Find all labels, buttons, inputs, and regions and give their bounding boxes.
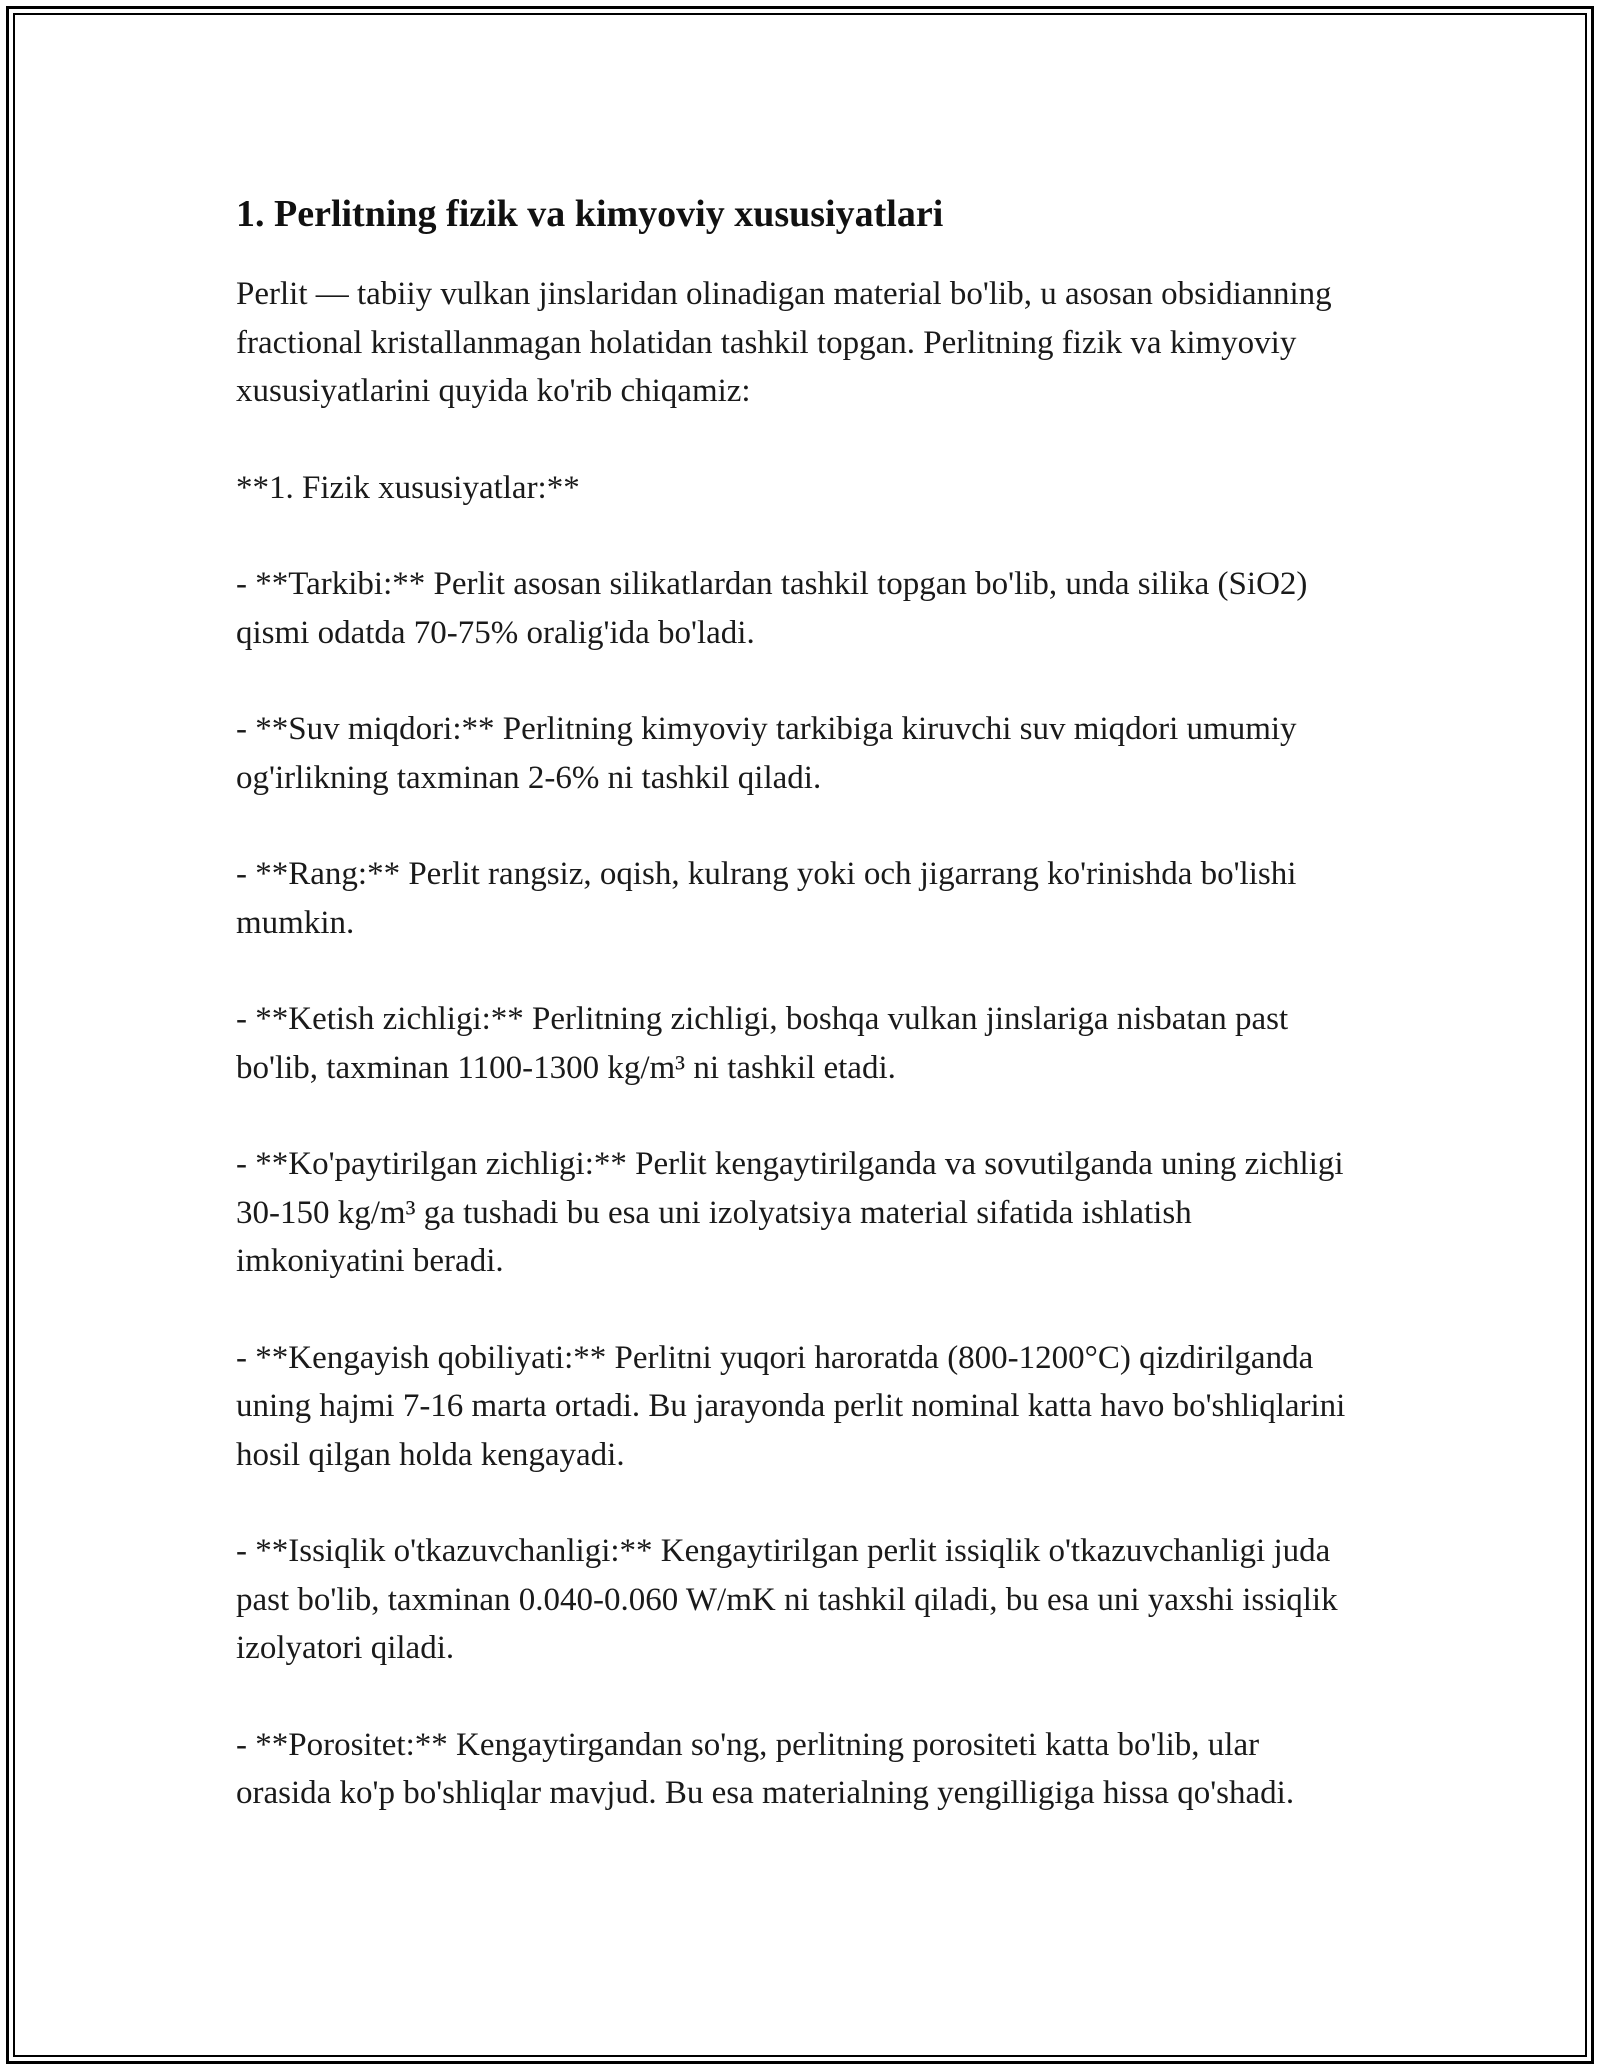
list-item-porosity: - **Porositet:** Kengaytirgandan so'ng, perlitning porositeti katta bo'lib, ular orasida ko'p bo'shliqlar mavjud. Bu esa materialning yengilligiga hissa qo'shadi. — [236, 1726, 1295, 1811]
list-item-thermal-conductivity: - **Issiqlik o'tkazuvchanligi:** Kengaytirilgan perlit issiqlik o'tkazuvchanligi juda past bo'lib, taxminan 0.040-0.060 W/mK ni tashkil qiladi, bu esa uni yaxshi issiqlik izolyatori qiladi. — [236, 1533, 1338, 1666]
document-body — [236, 188, 1356, 1866]
section-heading: 1. Perlitning fizik va kimyoviy xususiyatlari — [236, 193, 944, 235]
list-item-expanded-density: - **Ko'paytirilgan zichligi:** Perlit kengaytirilganda va sovutilganda uning zichligi 30-150 kg/m³ ga tushadi bu esa uni izolyatsiya material sifatida ishlatish imkoniyatini beradi. — [236, 1146, 1344, 1279]
list-item-expansion-capacity: - **Kengayish qobiliyati:** Perlitni yuqori haroratda (800-1200°C) qizdirilganda uning hajmi 7-16 marta ortadi. Bu jarayonda perlit nominal katta havo bo'shliqlarini hosil qilgan holda kengayadi. — [236, 1339, 1346, 1473]
list-item-water-content: - **Suv miqdori:** Perlitning kimyoviy tarkibiga kiruvchi suv miqdori umumiy og'irlikning taxminan 2-6% ni tashkil qiladi. — [236, 711, 1297, 796]
subsection-heading-physical: **1. Fizik xususiyatlar:** — [236, 469, 580, 506]
list-item-bulk-density: - **Ketish zichligi:** Perlitning zichligi, boshqa vulkan jinslariga nisbatan past bo'lib, taxminan 1100-1300 kg/m³ ni tashkil etadi. — [236, 1001, 1289, 1086]
list-item-color: - **Rang:** Perlit rangsiz, oqish, kulrang yoki och jigarrang ko'rinishda bo'lishi mumkin. — [236, 856, 1297, 941]
intro-paragraph: Perlit — tabiiy vulkan jinslaridan olinadigan material bo'lib, u asosan obsidianning fractional kristallanmagan holatidan tashkil topgan. Perlitning fizik va kimyoviy xususiyatlarini quyida ko'rib chiqamiz: — [236, 276, 1332, 409]
list-item-composition: - **Tarkibi:** Perlit asosan silikatlardan tashkil topgan bo'lib, unda silika (SiO2) qismi odatda 70-75% oralig'ida bo'ladi. — [236, 566, 1308, 651]
